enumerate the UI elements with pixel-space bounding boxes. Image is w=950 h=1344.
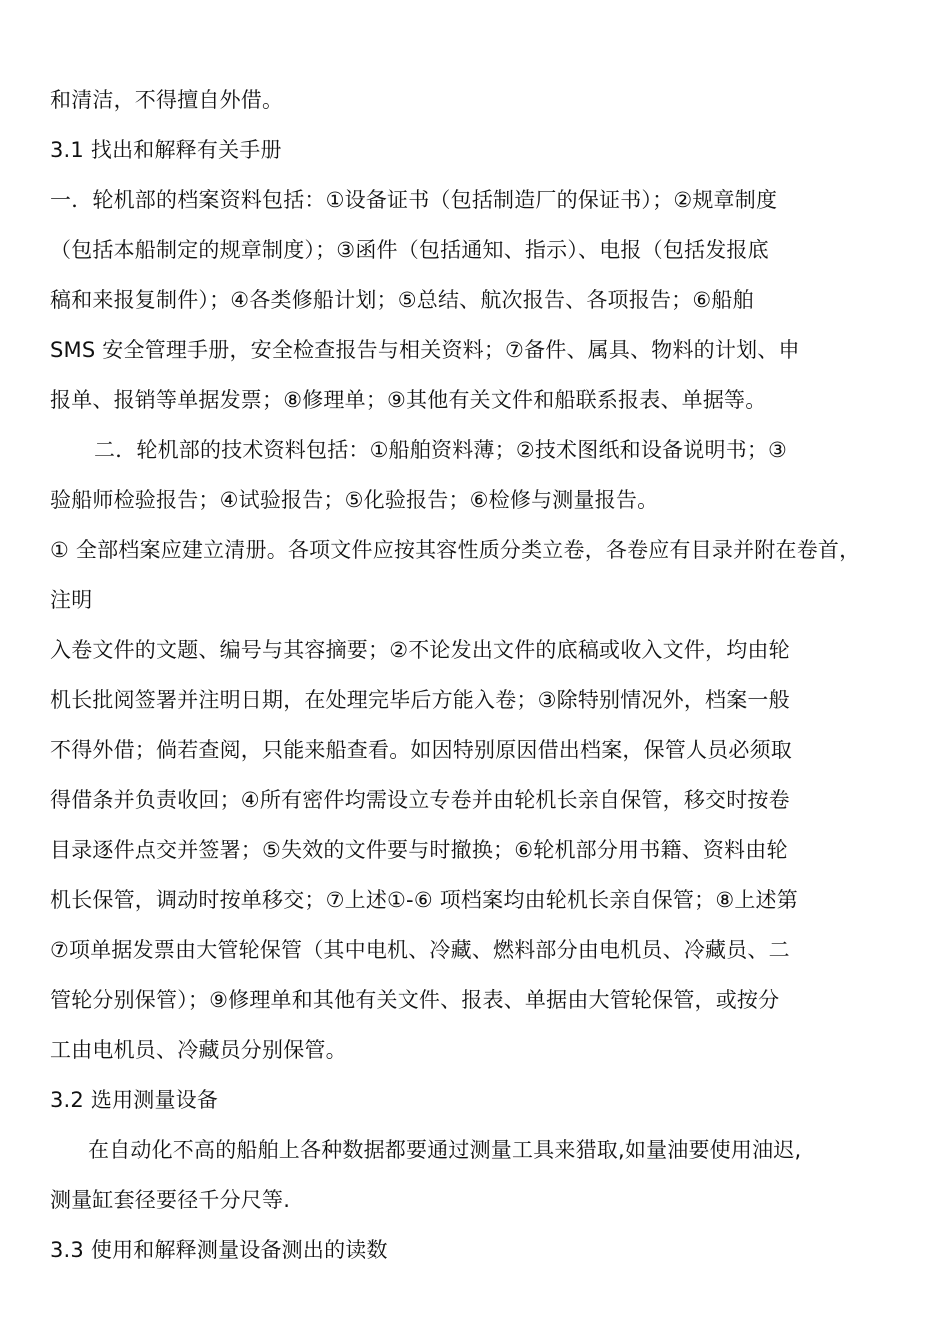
text-line: 注明 <box>50 588 93 612</box>
text-line: 目录逐件点交并签署；⑤失效的文件要与时撤换；⑥轮机部分用书籍、资料由轮 <box>50 838 788 862</box>
text-line: 和清洁，不得擅自外借。 <box>50 88 284 112</box>
text-line: 测量缸套径要径千分尺等. <box>50 1188 291 1212</box>
text-line: 稿和来报复制件）；④各类修船计划；⑤总结、航次报告、各项报告；⑥船舶 <box>50 288 754 312</box>
text-line: 不得外借；倘若查阅，只能来船查看。如因特别原因借出档案，保管人员必须取 <box>50 738 792 762</box>
text-line: 机长保管，调动时按单移交；⑦上述①-⑥ 项档案均由轮机长亲自保管；⑧上述第 <box>50 888 798 912</box>
text-line: 在自动化不高的船舶上各种数据都要通过测量工具来猎取,如量油要使用油迟, <box>88 1138 802 1162</box>
text-line: 工由电机员、冷藏员分别保管。 <box>50 1038 347 1062</box>
text-line: 管轮分别保管）；⑨修理单和其他有关文件、报表、单据由大管轮保管，或按分 <box>50 988 780 1012</box>
text-line: 一．轮机部的档案资料包括：①设备证书（包括制造厂的保证书）；②规章制度 <box>50 188 778 212</box>
text-line: 得借条并负责收回；④所有密件均需设立专卷并由轮机长亲自保管，移交时按卷 <box>50 788 790 812</box>
text-line: SMS 安全管理手册，安全检查报告与相关资料；⑦备件、属具、物料的计划、申 <box>50 338 800 362</box>
text-line: ⑦项单据发票由大管轮保管（其中电机、冷藏、燃料部分由电机员、冷藏员、二 <box>50 938 790 962</box>
text-line: 机长批阅签署并注明日期，在处理完毕后方能入卷；③除特别情况外，档案一般 <box>50 688 790 712</box>
text-line: （包括本船制定的规章制度）；③函件（包括通知、指示）、电报（包括发报底 <box>50 238 769 262</box>
text-line: 报单、报销等单据发票；⑧修理单；⑨其他有关文件和船联系报表、单据等。 <box>50 388 767 412</box>
section-heading: 3.3 使用和解释测量设备测出的读数 <box>50 1238 388 1262</box>
text-line: 验船师检验报告；④试验报告；⑤化验报告；⑥检修与测量报告。 <box>50 488 659 512</box>
text-line: 二．轮机部的技术资料包括：①船舶资料薄；②技术图纸和设备说明书；③ <box>94 438 788 462</box>
text-line: ① 全部档案应建立清册。各项文件应按其容性质分类立卷，各卷应有目录并附在卷首， <box>50 538 861 562</box>
section-heading: 3.1 找出和解释有关手册 <box>50 138 282 162</box>
section-heading: 3.2 选用测量设备 <box>50 1088 219 1112</box>
text-line: 入卷文件的文题、编号与其容摘要；②不论发出文件的底稿或收入文件，均由轮 <box>50 638 790 662</box>
